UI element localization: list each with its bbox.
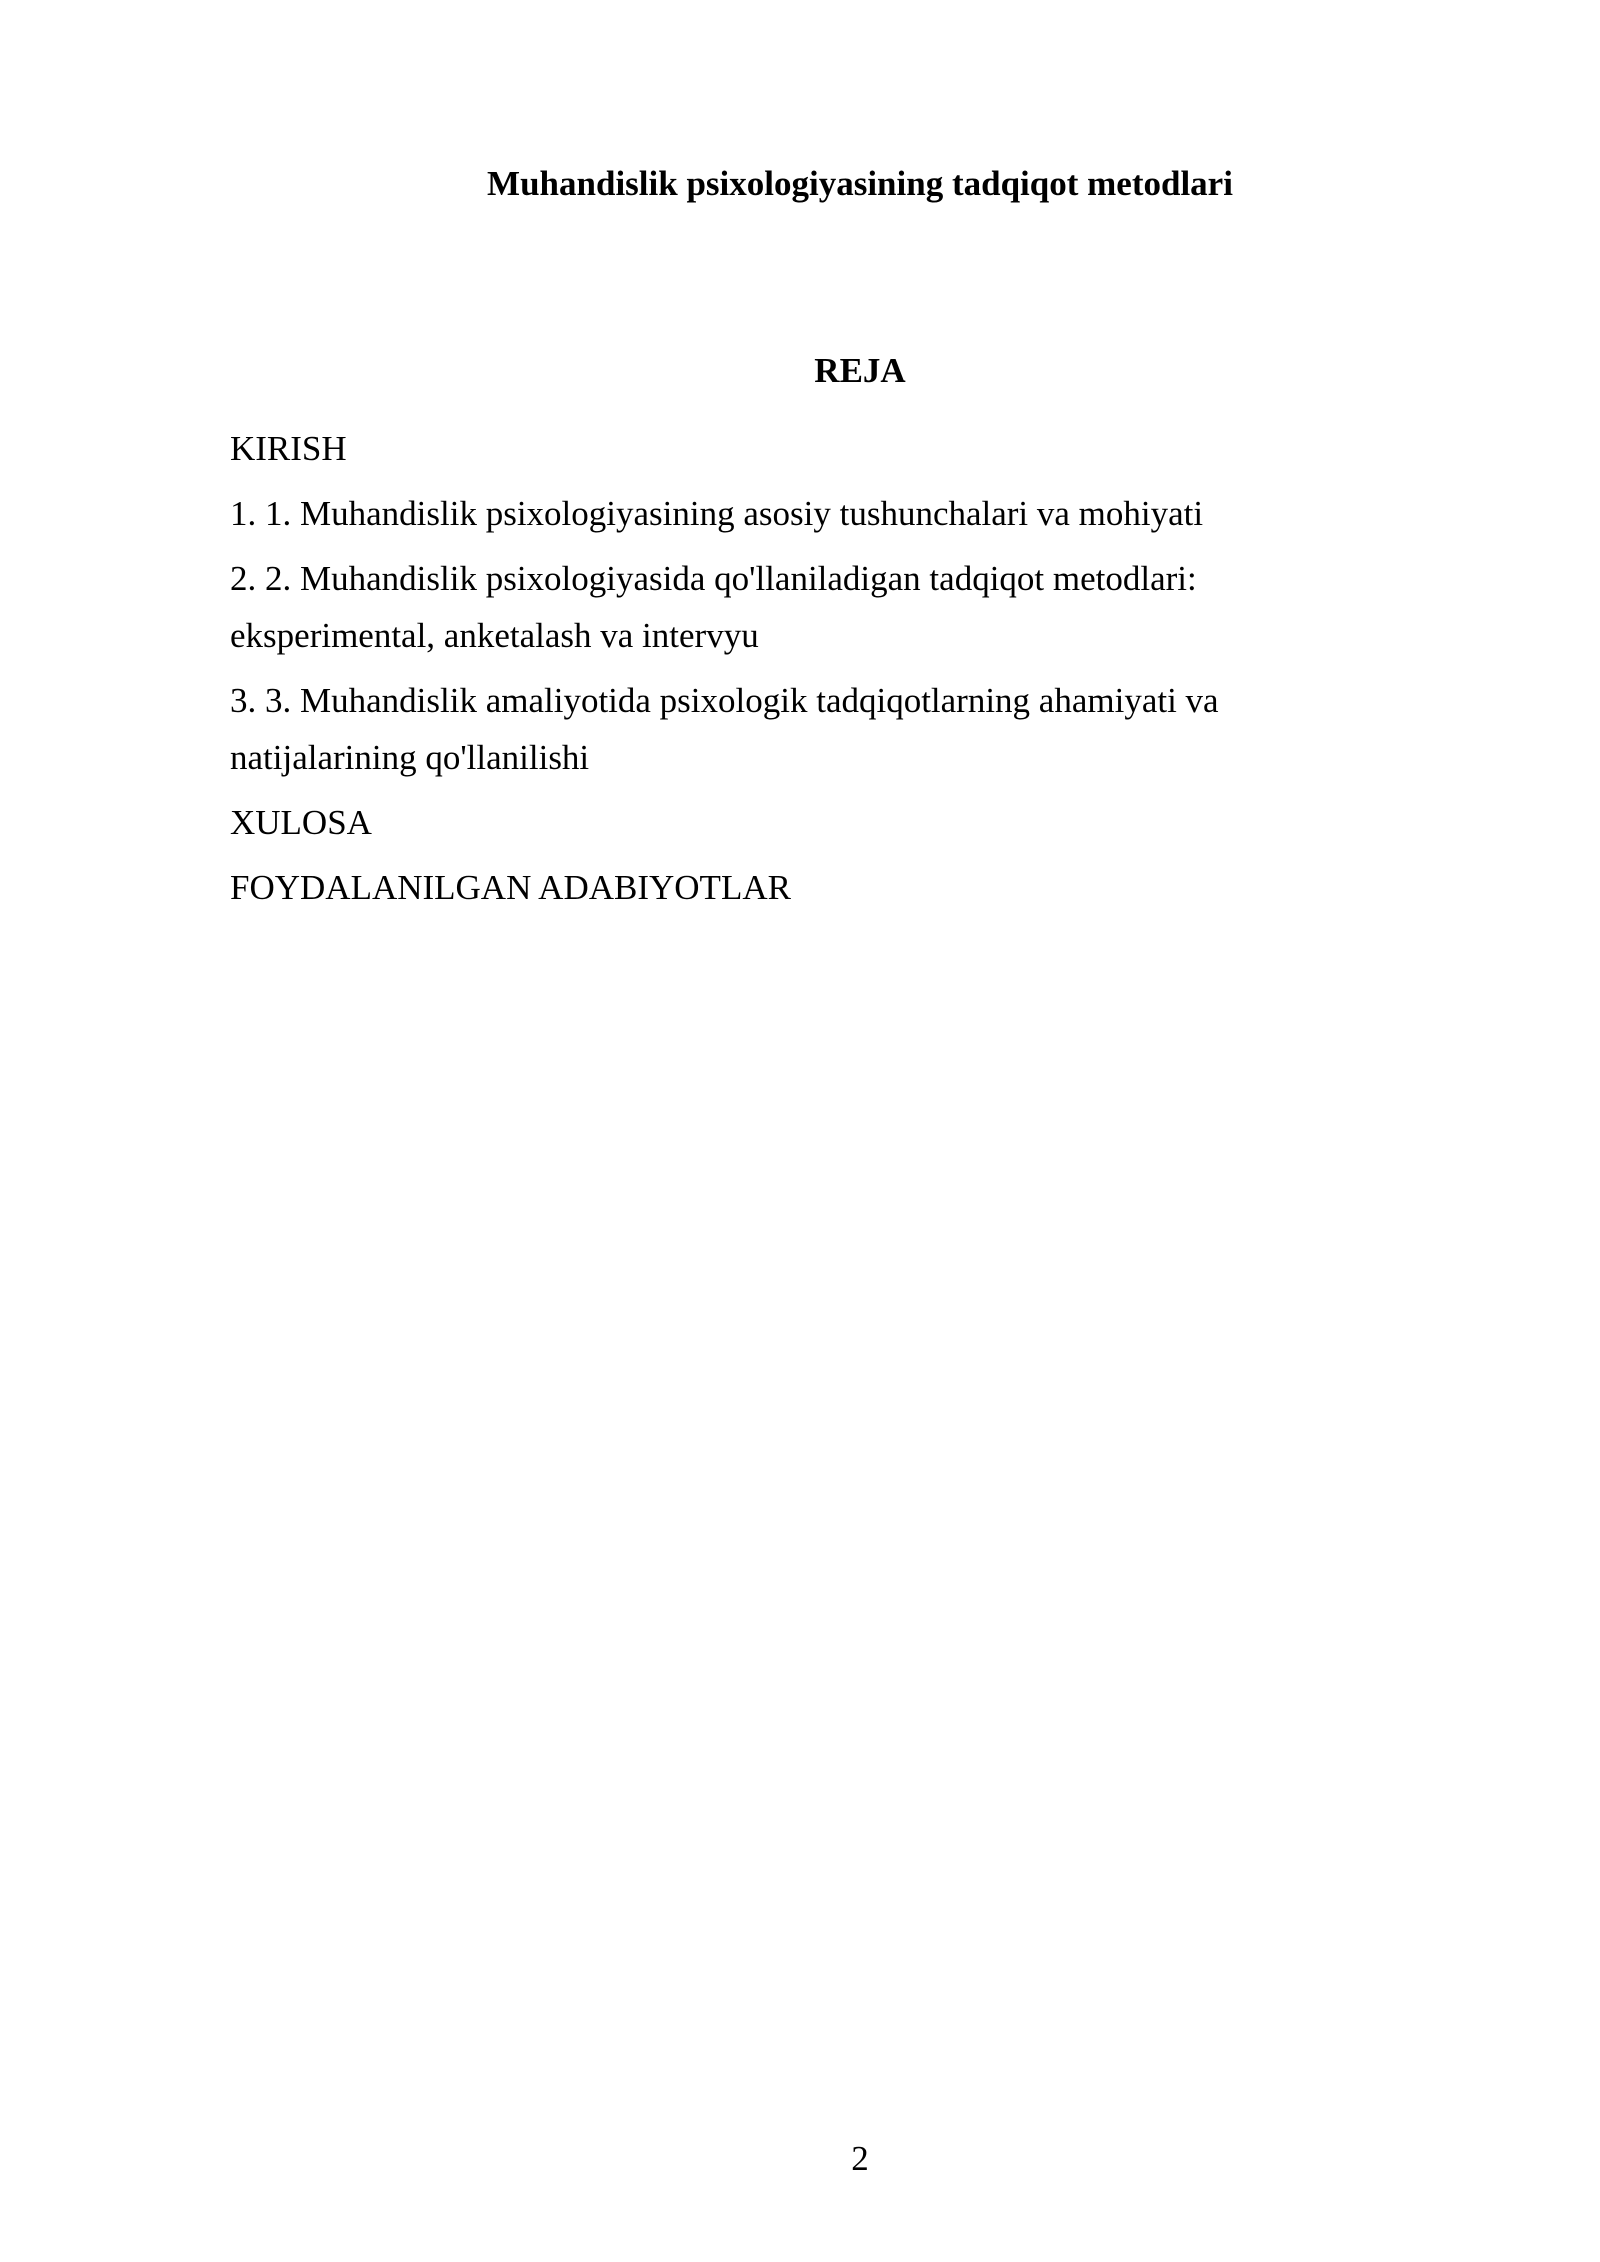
toc-item-references xyxy=(230,859,1350,916)
toc-line: 2. 2. Muhandislik psixologiyasida qo'llaniladigan tadqiqot metodlari: xyxy=(230,559,1197,598)
table-of-contents xyxy=(230,420,1350,924)
toc-item-1 xyxy=(230,485,1350,542)
plan-heading: REJA xyxy=(814,351,906,390)
toc-item-introduction xyxy=(230,420,1350,477)
toc-item-2 xyxy=(230,550,1350,664)
toc-line: 1. 1. Muhandislik psixologiyasining asosiy tushunchalari va mohiyati xyxy=(230,494,1204,533)
toc-item-conclusion xyxy=(230,794,1350,851)
toc-line: FOYDALANILGAN ADABIYOTLAR xyxy=(230,868,791,907)
toc-line-continuation: natijalarining qo'llanilishi xyxy=(230,738,590,777)
page-number: 2 xyxy=(851,2139,869,2178)
toc-line-continuation: eksperimental, anketalash va intervyu xyxy=(230,616,759,655)
toc-item-3 xyxy=(230,672,1350,786)
toc-line: 3. 3. Muhandislik amaliyotida psixologik tadqiqotlarning ahamiyati va xyxy=(230,681,1219,720)
toc-line: XULOSA xyxy=(230,803,372,842)
toc-line: KIRISH xyxy=(230,429,347,468)
document-title: Muhandislik psixologiyasining tadqiqot metodlari xyxy=(487,164,1233,203)
